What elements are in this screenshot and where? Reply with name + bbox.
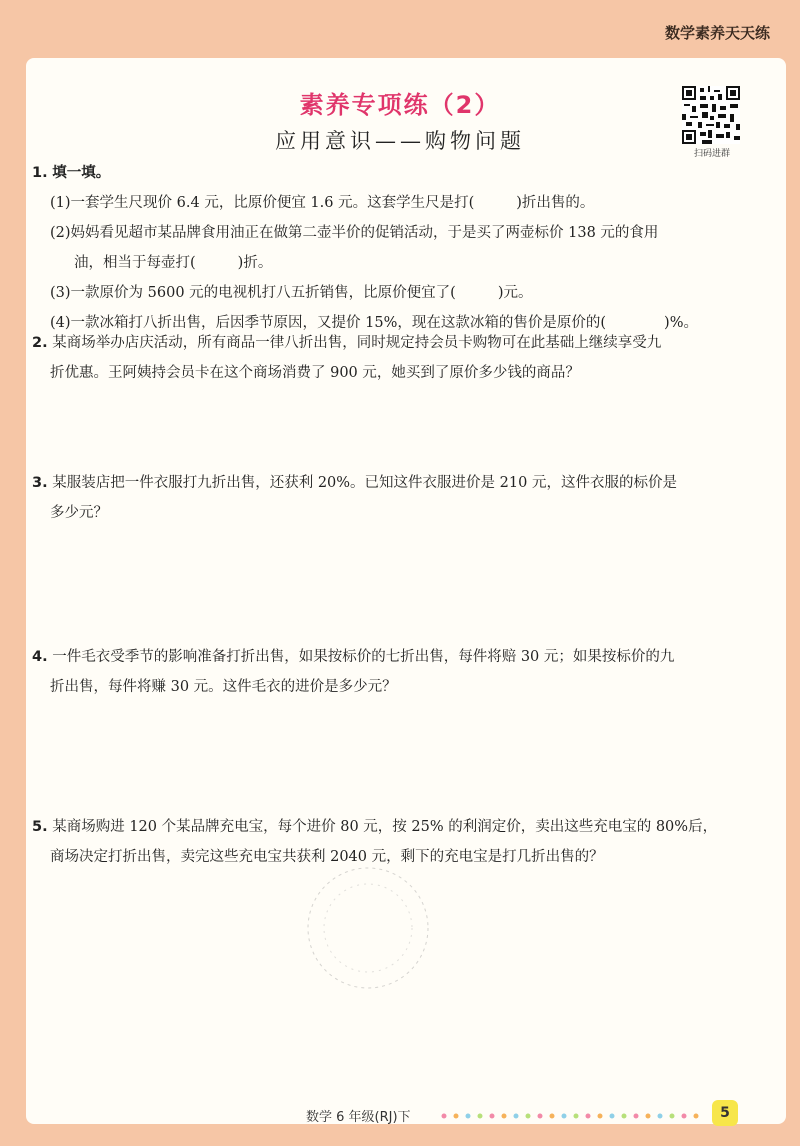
qr-code-icon[interactable] bbox=[682, 86, 740, 144]
sub-question-text: )折出售的。 bbox=[516, 195, 595, 211]
question-3 bbox=[32, 468, 762, 528]
question-text: 多少元？ bbox=[50, 505, 108, 521]
question-text: 某商场举办店庆活动，所有商品一律八折出售，同时规定持会员卡购物可在此基础上继续享受九 bbox=[52, 335, 662, 351]
question-text: 某商场购进 120 个某品牌充电宝，每个进价 80 元，按 25% 的利润定价，卖出这些充电宝的 80%后， bbox=[52, 819, 718, 835]
question-4 bbox=[32, 642, 762, 702]
qr-label: 扫码进群 bbox=[693, 149, 730, 159]
page-number: 5 bbox=[712, 1100, 738, 1126]
page-title: 素养专项练（2） bbox=[299, 91, 501, 119]
sub-question-text: )折。 bbox=[237, 255, 273, 271]
question-number: 1. bbox=[32, 165, 48, 181]
sub-question-text: (2)妈妈看见超市某品牌食用油正在做第二壶半价的促销活动，于是买了两壶标价 138 元的食用 bbox=[50, 225, 659, 241]
footer-book-label: 数学 6 年级(RJ)下 bbox=[306, 1110, 411, 1125]
question-text: 折优惠。王阿姨持会员卡在这个商场消费了 900 元，她买到了原价多少钱的商品？ bbox=[50, 365, 580, 381]
sub-question-text: )%。 bbox=[664, 315, 698, 331]
sub-question-text: (3)一款原价为 5600 元的电视机打八五折销售，比原价便宜了( bbox=[50, 285, 456, 301]
sub-question-1 bbox=[32, 188, 762, 218]
footer-dots bbox=[440, 1112, 700, 1120]
answer-area-4[interactable] bbox=[50, 706, 750, 806]
page-subtitle: 应用意识——购物问题 bbox=[275, 129, 525, 153]
question-text: 商场决定打折出售，卖完这些充电宝共获利 2040 元，剩下的充电宝是打几折出售的？ bbox=[50, 849, 604, 865]
series-title: 数学素养天天练 bbox=[664, 24, 770, 42]
question-text: 一件毛衣受季节的影响准备打折出售，如果按标价的七折出售，每件将赔 30 元；如果按标价的九 bbox=[52, 649, 675, 665]
question-number: 2. bbox=[32, 335, 48, 351]
question-number: 5. bbox=[32, 819, 48, 835]
sub-question-2 bbox=[32, 218, 762, 278]
question-number: 4. bbox=[32, 649, 48, 665]
question-1 bbox=[32, 158, 762, 338]
question-text: 某服装店把一件衣服打九折出售，还获利 20%。已知这件衣服进价是 210 元，这件衣服的标价是 bbox=[52, 475, 677, 491]
sub-question-text: 油，相当于每壶打( bbox=[74, 255, 196, 271]
sub-question-text: )元。 bbox=[497, 285, 533, 301]
watermark-stamp bbox=[298, 858, 438, 998]
sub-question-text: (1)一套学生尺现价 6.4 元，比原价便宜 1.6 元。这套学生尺是打( bbox=[50, 195, 475, 211]
question-1-heading bbox=[32, 158, 762, 188]
question-2 bbox=[32, 328, 762, 388]
answer-area-3[interactable] bbox=[50, 532, 750, 632]
sub-question-text: (4)一款冰箱打八折出售，后因季节原因，又提价 15%，现在这款冰箱的售价是原价的( bbox=[50, 315, 607, 331]
question-text: 填一填。 bbox=[52, 165, 111, 181]
question-number: 3. bbox=[32, 475, 48, 491]
answer-area-2[interactable] bbox=[50, 392, 750, 462]
question-text: 折出售，每件将赚 30 元。这件毛衣的进价是多少元？ bbox=[50, 679, 397, 695]
sub-question-3 bbox=[32, 278, 762, 308]
